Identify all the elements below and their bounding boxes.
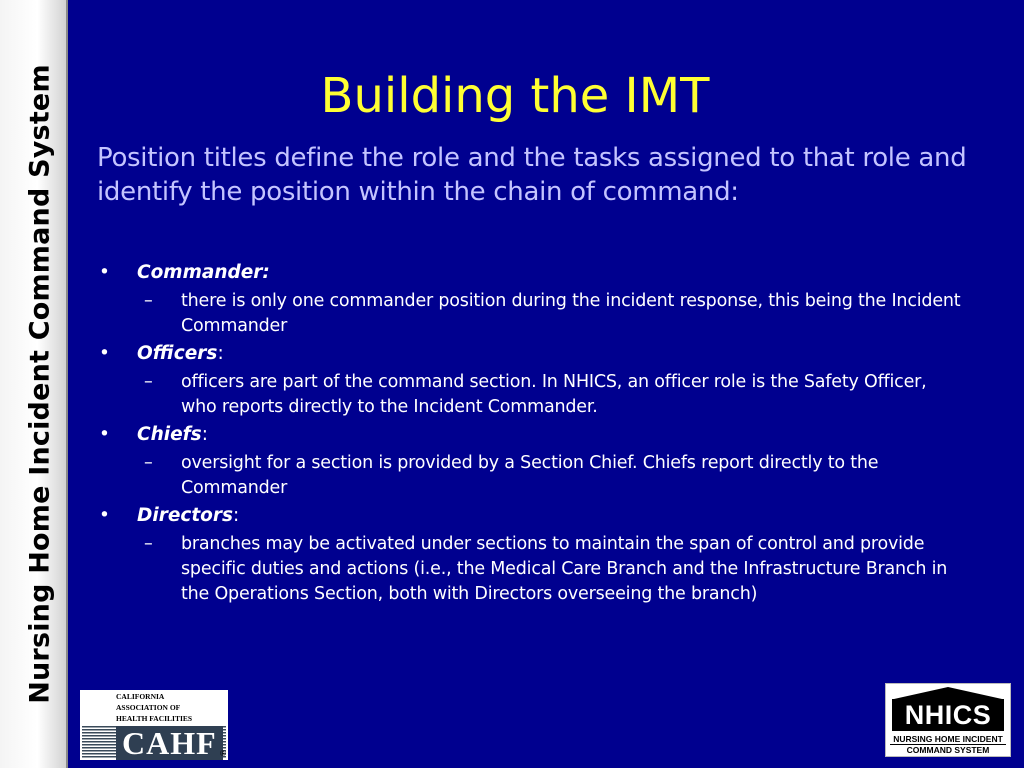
- role-item-commander: [97, 261, 967, 339]
- intro-paragraph: Position titles define the role and the tasks assigned to that role and identify the position within the chain of command:: [97, 143, 967, 207]
- nhics-wordmark: NHICS: [904, 700, 992, 730]
- role-description-text: oversight for a section is provided by a Section Chief. Chiefs report directly to the Commander: [181, 453, 879, 498]
- cahf-logo: [80, 690, 228, 760]
- cahf-line-2: ASSOCIATION OF: [116, 703, 181, 712]
- role-item-chiefs: [97, 423, 967, 501]
- role-heading: [97, 261, 967, 285]
- role-name: Officers: [137, 343, 218, 364]
- role-description-text: there is only one commander position during the incident response, this being the Incident Commander: [181, 291, 961, 336]
- bullet-icon: •: [99, 424, 110, 445]
- role-heading: [97, 423, 967, 447]
- role-name: Directors: [137, 505, 234, 526]
- role-description-text: officers are part of the command section. In NHICS, an officer role is the Safety Officer, who reports directly to the Incident Commander.: [181, 372, 927, 417]
- nhics-logo: [885, 683, 1011, 757]
- dash-icon: –: [144, 291, 153, 311]
- slide-title: Building the IMT: [320, 68, 710, 124]
- role-suffix: :: [217, 343, 224, 364]
- registered-mark-icon: ®: [220, 749, 226, 758]
- role-item-officers: [97, 342, 967, 420]
- bullet-icon: •: [99, 505, 110, 526]
- bullet-icon: •: [99, 343, 110, 364]
- nhics-roof-icon: [894, 687, 1002, 699]
- cahf-org-name: [116, 691, 192, 724]
- nhics-subtitle-1: NURSING HOME INCIDENT: [893, 734, 1003, 744]
- vertical-system-title: Nursing Home Incident Command System: [24, 64, 56, 704]
- roles-list: [97, 258, 967, 607]
- sidebar-divider: [66, 0, 68, 768]
- role-description: [97, 370, 967, 420]
- role-name: Commander:: [137, 262, 270, 283]
- bullet-icon: •: [99, 262, 110, 283]
- role-suffix: :: [233, 505, 240, 526]
- role-description: [97, 532, 967, 607]
- cahf-line-1: CALIFORNIA: [116, 692, 165, 701]
- dash-icon: –: [144, 534, 153, 554]
- role-heading: [97, 342, 967, 366]
- role-suffix: :: [201, 424, 208, 445]
- role-description: [97, 451, 967, 501]
- cahf-line-3: HEALTH FACILITIES: [116, 714, 193, 723]
- dash-icon: –: [144, 453, 153, 473]
- role-item-directors: [97, 504, 967, 607]
- role-heading: [97, 504, 967, 528]
- role-description: [97, 289, 967, 339]
- role-description-text: branches may be activated under sections to maintain the span of control and provide specific duties and actions (i.e., the Medical Care Branch and the Infrastructure Branch in the Operations Section, both with Directors overseeing the branch): [181, 534, 948, 604]
- nhics-subtitle-2: COMMAND SYSTEM: [890, 744, 1006, 755]
- role-name: Chiefs: [137, 424, 202, 445]
- dash-icon: –: [144, 372, 153, 392]
- cahf-wordmark: CAHF: [116, 726, 223, 760]
